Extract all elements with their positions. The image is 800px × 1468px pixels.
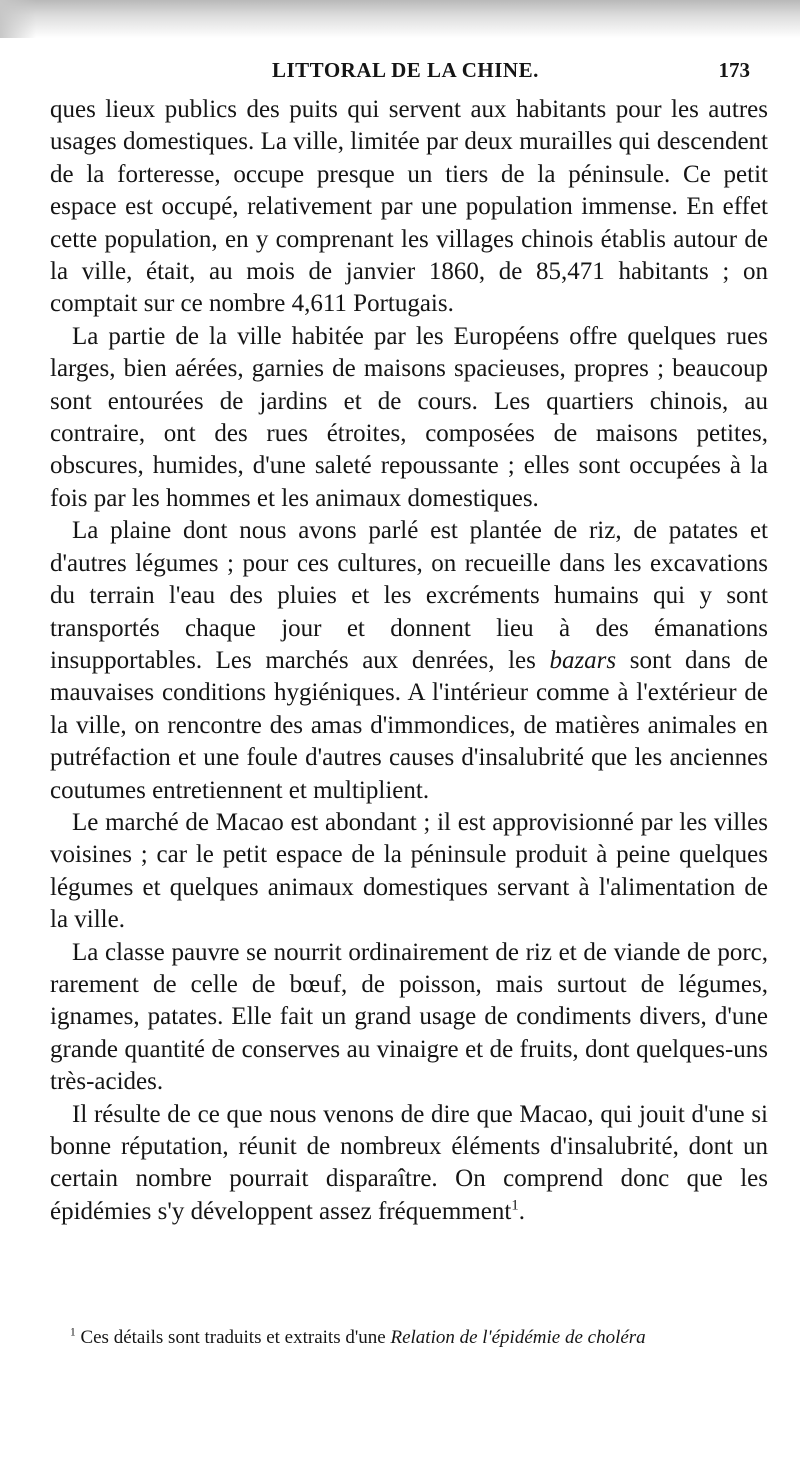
paragraph-text: La partie de la ville habitée par les Européens offre quelques rues larges, bien aérées, garnies de maisons spacieuses, propres ; beaucoup sont entourées de jardins et de cours. Les quartiers chinois, au contraire, ont des rues étroites, composées de maisons petites, obscures, humides, d'une saleté repoussante ; elles sont occupées à la fois par les hommes et les animaux domestiques. <box>50 322 768 512</box>
paragraph-text: sont dans de mauvaises conditions hygiéniques. A l'intérieur comme à l'extérieur de la ville, on rencontre des amas d'immondices, de matières animales en putréfaction et une foule d'autres causes d'insalubrité que les anciennes coutumes entretiennent et multiplient. <box>50 646 768 804</box>
paragraph-text: La plaine dont nous avons parlé est plantée de riz, de patates et d'autres légumes ; pour ces cultures, on recueille dans les excavations du terrain l'eau des pluies et les excréments humains qui y sont transportés chaque jour et donnent lieu à des émanations insupportables. Les marchés aux denrées, les <box>50 517 768 674</box>
paragraph-text: La classe pauvre se nourrit ordinairement de riz et de viande de porc, rarement de celle de bœuf, de poisson, mais surtout de légumes, ignames, patates. Elle fait un grand usage de condiments divers, d'une grande quantité de conserves au vinaigre et de fruits, dont quelques-uns très-acides. <box>50 938 768 1096</box>
paragraph <box>50 321 768 515</box>
paragraph <box>50 1099 768 1229</box>
paragraph-text: Il résulte de ce que nous venons de dire que Macao, qui jouit d'une si bonne réputation, réunit de nombreux éléments d'insalubrité, dont un certain nombre pourrait disparaître. On comprend donc que les épidémies s'y développent assez fréquemment <box>50 1100 768 1225</box>
running-head: LITTORAL DE LA CHINE. <box>272 58 539 82</box>
paragraph <box>50 515 768 807</box>
footnote-marker: 1 <box>70 1326 76 1339</box>
scan-edge-shadow <box>0 0 800 38</box>
paragraph-text: . <box>518 1197 526 1225</box>
paragraph <box>50 937 768 1099</box>
page-header <box>272 58 750 88</box>
paragraph <box>50 807 768 937</box>
paragraph-text: Le marché de Macao est abondant ; il est approvisionné par les villes voisines ; car le petit espace de la péninsule produit à peine quelques légumes et quelques animaux domestiques servant à l'alimentation de la ville. <box>50 808 768 934</box>
page-number: 173 <box>718 58 750 82</box>
paragraph <box>50 94 768 321</box>
body-text <box>50 94 768 1228</box>
paragraph-text: ques lieux publics des puits qui servent aux habitants pour les autres usages domestiques. La ville, limitée par deux murailles qui descendent de la forteresse, occupe presque un tiers de la péninsule. Ce petit espace est occupé, relativement par une population immense. En effet cette population, en y comprenant les villages chinois établis autour de la ville, était, au mois de janvier 1860, de 85,471 habitants ; on comptait sur ce nombre 4,611 Portugais. <box>50 96 768 318</box>
italic-term: bazars <box>549 646 617 674</box>
footnote-italic-title: Relation de l'épidémie de choléra <box>390 1327 646 1348</box>
footnote-text: Ces détails sont traduits et extraits d'une <box>75 1327 391 1348</box>
footnote-reference: 1 <box>511 1197 519 1214</box>
footnote <box>50 1325 768 1351</box>
